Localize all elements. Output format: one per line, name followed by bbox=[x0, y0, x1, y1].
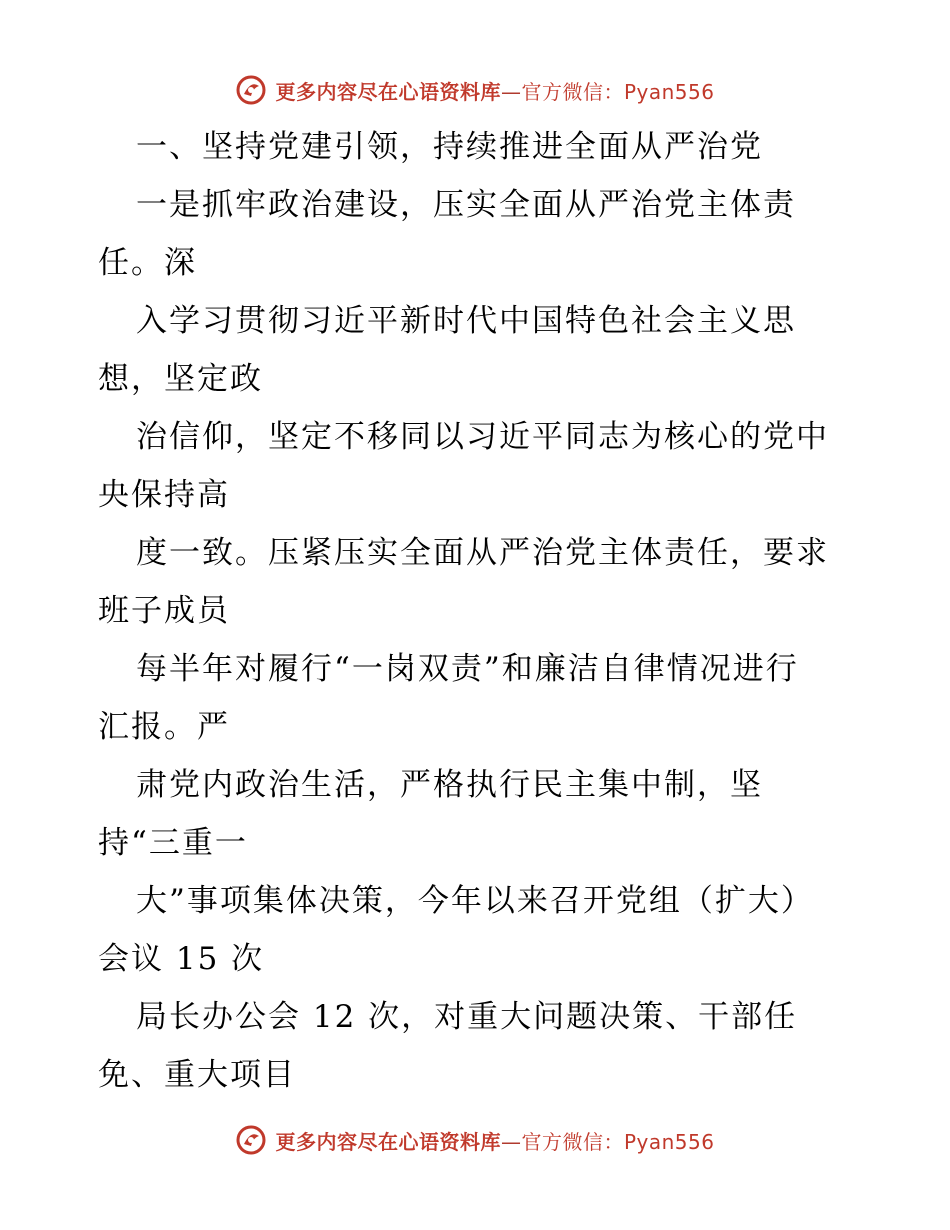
text-line: 免、重大项目 bbox=[98, 1057, 296, 1093]
watermark-wechat: 官方微信：Pyan556 bbox=[521, 1129, 715, 1154]
text-line: 治信仰，坚定不移同以习近平同志为核心的党中 bbox=[136, 419, 829, 455]
header-watermark bbox=[0, 70, 950, 110]
red-swirl-logo-icon bbox=[235, 1124, 267, 1156]
text-line: 局长办公会 12 次，对重大问题决策、干部任 bbox=[136, 999, 798, 1035]
text-line: 央保持高 bbox=[98, 477, 230, 513]
text-line: 一、坚持党建引领，持续推进全面从严治党 bbox=[136, 129, 763, 165]
watermark-wechat: 官方微信：Pyan556 bbox=[521, 79, 715, 104]
text-line: 会议 15 次 bbox=[98, 941, 265, 977]
text-line: 大”事项集体决策，今年以来召开党组（扩大） bbox=[136, 883, 814, 919]
text-line: 肃党内政治生活，严格执行民主集中制，坚 bbox=[136, 767, 763, 803]
red-swirl-logo-icon bbox=[235, 74, 267, 106]
watermark-brand: 更多内容尽在心语资料库 bbox=[275, 1129, 501, 1154]
text-line: 班子成员 bbox=[98, 593, 230, 629]
text-line: 入学习贯彻习近平新时代中国特色社会主义思 bbox=[136, 303, 796, 339]
text-line: 持“三重一 bbox=[98, 825, 248, 861]
text-line: 任。深 bbox=[98, 245, 197, 281]
footer-watermark bbox=[0, 1120, 950, 1160]
text-line: 想，坚定政 bbox=[98, 361, 263, 397]
watermark-separator: — bbox=[500, 79, 522, 104]
watermark-brand: 更多内容尽在心语资料库 bbox=[275, 79, 501, 104]
text-line: 度一致。压紧压实全面从严治党主体责任，要求 bbox=[136, 535, 829, 571]
text-line: 汇报。严 bbox=[98, 709, 230, 745]
document-body bbox=[98, 118, 858, 1104]
text-line: 每半年对履行“一岗双责”和廉洁自律情况进行 bbox=[136, 651, 799, 687]
watermark-separator: — bbox=[500, 1129, 522, 1154]
watermark-text bbox=[275, 1126, 714, 1155]
text-line: 一是抓牢政治建设，压实全面从严治党主体责 bbox=[136, 187, 796, 223]
watermark-text bbox=[275, 76, 714, 105]
